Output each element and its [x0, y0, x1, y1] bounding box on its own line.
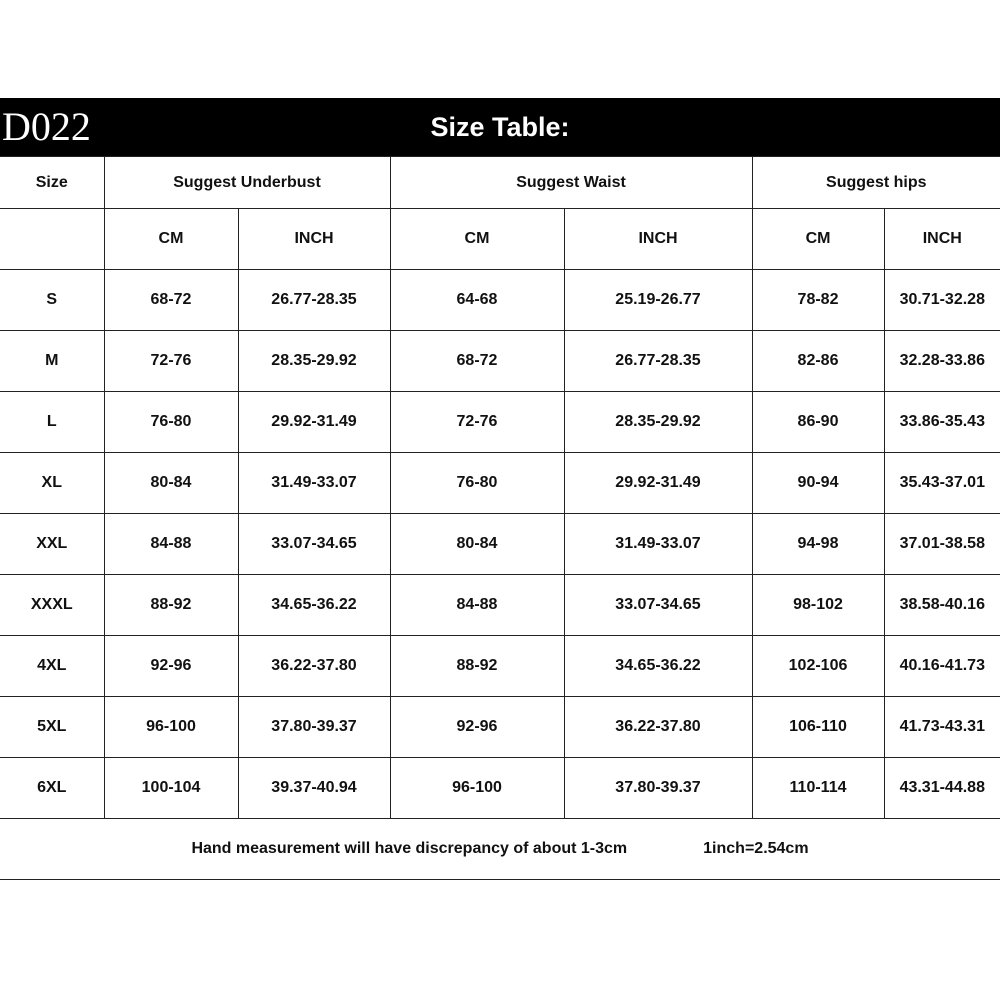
measurement-cell: 72-76 — [390, 392, 564, 453]
underbust-group-header: Suggest Underbust — [104, 157, 390, 209]
hips-group-header: Suggest hips — [752, 157, 1000, 209]
measurement-cell: 86-90 — [752, 392, 884, 453]
size-table — [0, 156, 1000, 880]
measurement-cell: 38.58-40.16 — [884, 575, 1000, 636]
measurement-cell: 110-114 — [752, 758, 884, 819]
measurement-cell: 76-80 — [104, 392, 238, 453]
size-cell: 5XL — [0, 697, 104, 758]
measurement-cell: 26.77-28.35 — [238, 270, 390, 331]
note-row — [0, 819, 1000, 880]
measurement-cell: 31.49-33.07 — [238, 453, 390, 514]
measurement-cell: 106-110 — [752, 697, 884, 758]
measurement-cell: 96-100 — [104, 697, 238, 758]
table-row — [0, 392, 1000, 453]
unit-header: CM — [752, 209, 884, 270]
measurement-cell: 25.19-26.77 — [564, 270, 752, 331]
measurement-cell: 64-68 — [390, 270, 564, 331]
measurement-cell: 88-92 — [104, 575, 238, 636]
group-header-row — [0, 157, 1000, 209]
measurement-cell: 68-72 — [104, 270, 238, 331]
measurement-cell: 76-80 — [390, 453, 564, 514]
measurement-cell: 30.71-32.28 — [884, 270, 1000, 331]
measurement-cell: 84-88 — [104, 514, 238, 575]
measurement-cell: 33.86-35.43 — [884, 392, 1000, 453]
measurement-cell: 34.65-36.22 — [564, 636, 752, 697]
unit-conversion-note: 1inch=2.54cm — [703, 840, 809, 857]
size-cell: XXL — [0, 514, 104, 575]
table-row — [0, 270, 1000, 331]
table-row — [0, 514, 1000, 575]
measurement-cell: 29.92-31.49 — [238, 392, 390, 453]
unit-header-row — [0, 209, 1000, 270]
measurement-note: Hand measurement will have discrepancy of about 1-3cm — [191, 840, 628, 857]
measurement-cell: 40.16-41.73 — [884, 636, 1000, 697]
page-title: Size Table: — [430, 112, 570, 142]
size-cell: L — [0, 392, 104, 453]
table-row — [0, 697, 1000, 758]
table-row — [0, 331, 1000, 392]
measurement-cell: 94-98 — [752, 514, 884, 575]
table-row — [0, 636, 1000, 697]
measurement-cell: 36.22-37.80 — [564, 697, 752, 758]
table-row — [0, 453, 1000, 514]
measurement-cell: 33.07-34.65 — [238, 514, 390, 575]
measurement-cell: 32.28-33.86 — [884, 331, 1000, 392]
measurement-cell: 37.80-39.37 — [564, 758, 752, 819]
unit-header: CM — [390, 209, 564, 270]
measurement-cell: 29.92-31.49 — [564, 453, 752, 514]
measurement-cell: 37.01-38.58 — [884, 514, 1000, 575]
measurement-cell: 39.37-40.94 — [238, 758, 390, 819]
measurement-cell: 92-96 — [390, 697, 564, 758]
measurement-cell: 34.65-36.22 — [238, 575, 390, 636]
measurement-cell: 28.35-29.92 — [564, 392, 752, 453]
measurement-cell: 84-88 — [390, 575, 564, 636]
unit-header: INCH — [884, 209, 1000, 270]
size-cell: 6XL — [0, 758, 104, 819]
measurement-cell: 96-100 — [390, 758, 564, 819]
size-cell: S — [0, 270, 104, 331]
measurement-cell: 41.73-43.31 — [884, 697, 1000, 758]
size-cell: XL — [0, 453, 104, 514]
measurement-cell: 68-72 — [390, 331, 564, 392]
size-cell: M — [0, 331, 104, 392]
measurement-cell: 98-102 — [752, 575, 884, 636]
unit-header: CM — [104, 209, 238, 270]
measurement-cell: 88-92 — [390, 636, 564, 697]
size-cell: XXXL — [0, 575, 104, 636]
measurement-cell: 43.31-44.88 — [884, 758, 1000, 819]
measurement-cell: 102-106 — [752, 636, 884, 697]
unit-header: INCH — [564, 209, 752, 270]
measurement-cell: 82-86 — [752, 331, 884, 392]
table-row — [0, 758, 1000, 819]
measurement-cell: 37.80-39.37 — [238, 697, 390, 758]
measurement-cell: 35.43-37.01 — [884, 453, 1000, 514]
note-cell — [0, 819, 1000, 880]
size-column-header: Size — [0, 157, 104, 209]
measurement-cell: 80-84 — [104, 453, 238, 514]
header-bar — [0, 98, 1000, 156]
measurement-cell: 26.77-28.35 — [564, 331, 752, 392]
measurement-cell: 78-82 — [752, 270, 884, 331]
measurement-cell: 90-94 — [752, 453, 884, 514]
measurement-cell: 72-76 — [104, 331, 238, 392]
empty-header-cell — [0, 209, 104, 270]
measurement-cell: 36.22-37.80 — [238, 636, 390, 697]
measurement-cell: 92-96 — [104, 636, 238, 697]
measurement-cell: 28.35-29.92 — [238, 331, 390, 392]
measurement-cell: 80-84 — [390, 514, 564, 575]
table-row — [0, 575, 1000, 636]
measurement-cell: 31.49-33.07 — [564, 514, 752, 575]
product-code: D022 — [2, 104, 91, 149]
size-cell: 4XL — [0, 636, 104, 697]
measurement-cell: 100-104 — [104, 758, 238, 819]
unit-header: INCH — [238, 209, 390, 270]
waist-group-header: Suggest Waist — [390, 157, 752, 209]
measurement-cell: 33.07-34.65 — [564, 575, 752, 636]
